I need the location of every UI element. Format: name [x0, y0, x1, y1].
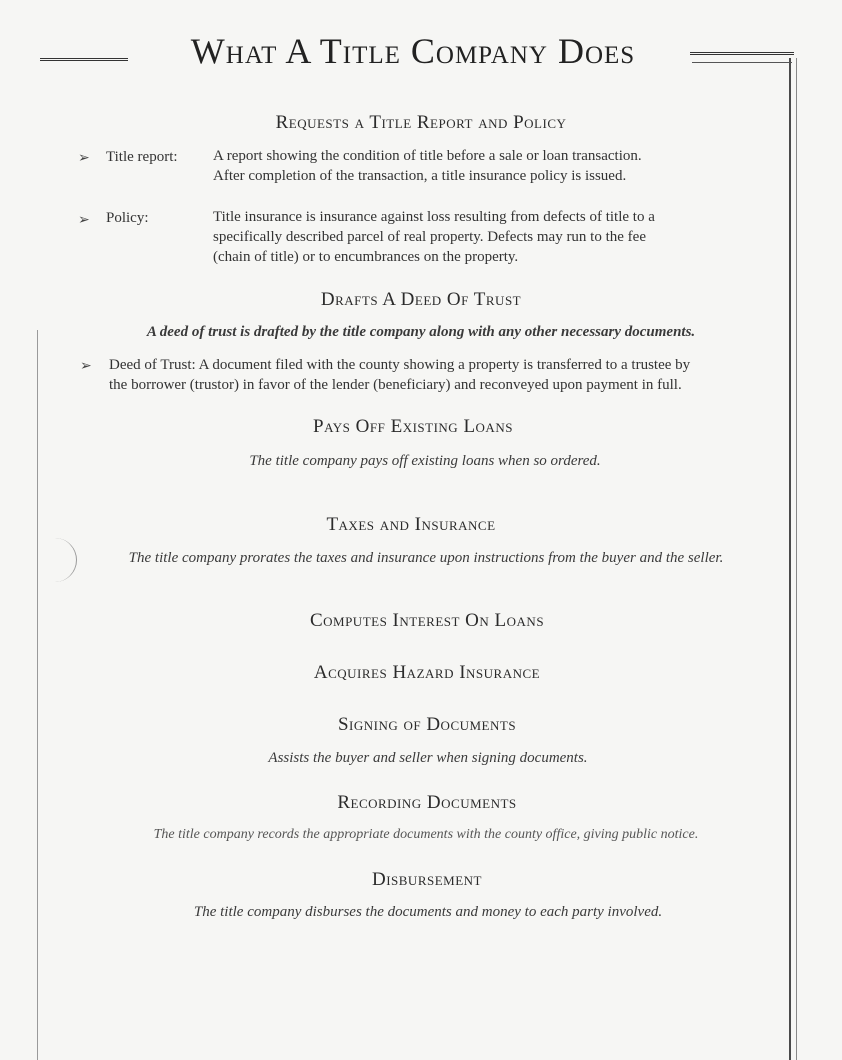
- section-heading-deed-of-trust: Drafts A Deed Of Trust: [320, 289, 522, 310]
- disbursement-text: The title company disburses the documents and money to each party involved.: [193, 904, 663, 920]
- page-title: What A Title Company Does: [190, 31, 636, 71]
- bullet-arrow-icon: ➢: [78, 213, 90, 228]
- definition-title-report: [213, 146, 642, 186]
- section-heading-disbursement: Disbursement: [371, 869, 482, 890]
- recording-text: The title company records the appropriate documents with the county office, giving public notice.: [153, 827, 699, 842]
- definition-deed-of-trust: [109, 355, 690, 395]
- section-heading-title-report: Requests a Title Report and Policy: [275, 112, 567, 133]
- title-rule-right-lower: [692, 62, 792, 63]
- definition-line: Title insurance is insurance against loss resulting from defects of title to a: [213, 209, 655, 225]
- bullet-arrow-icon: ➢: [80, 359, 92, 374]
- section-heading-recording: Recording Documents: [337, 792, 517, 813]
- section-heading-signing: Signing of Documents: [337, 714, 517, 735]
- definition-line: (chain of title) or to encumbrances on the property.: [213, 249, 519, 265]
- section-heading-pays-off: Pays Off Existing Loans: [313, 416, 513, 437]
- scan-smudge: [40, 538, 77, 582]
- definition-line: After completion of the transaction, a title insurance policy is issued.: [213, 168, 627, 184]
- deed-of-trust-intro: A deed of trust is drafted by the title company along with any other necessary documents.: [146, 324, 696, 340]
- definition-line: A report showing the condition of title before a sale or loan transaction.: [213, 148, 642, 164]
- definition-policy: [213, 207, 655, 267]
- bullet-arrow-icon: ➢: [78, 151, 90, 166]
- pays-off-text: The title company pays off existing loans when so ordered.: [249, 453, 601, 469]
- section-heading-hazard: Acquires Hazard Insurance: [313, 662, 541, 683]
- term-policy: Policy:: [106, 210, 149, 226]
- section-heading-taxes: Taxes and Insurance: [326, 514, 496, 535]
- definition-line: the borrower (trustor) in favor of the lender (beneficiary) and reconveyed upon payment in full.: [109, 377, 682, 393]
- definition-line: specifically described parcel of real property. Defects may run to the fee: [213, 229, 646, 245]
- title-rule-right: [690, 52, 794, 55]
- taxes-text: The title company prorates the taxes and insurance upon instructions from the buyer and the seller.: [128, 550, 724, 566]
- scan-edge-line: [37, 330, 38, 1060]
- signing-text: Assists the buyer and seller when signing documents.: [268, 750, 588, 766]
- title-rule-left: [40, 58, 128, 61]
- section-heading-interest: Computes Interest On Loans: [309, 610, 545, 631]
- definition-line: Deed of Trust: A document filed with the county showing a property is transferred to a trustee by: [109, 357, 691, 373]
- term-title-report: Title report:: [106, 149, 178, 165]
